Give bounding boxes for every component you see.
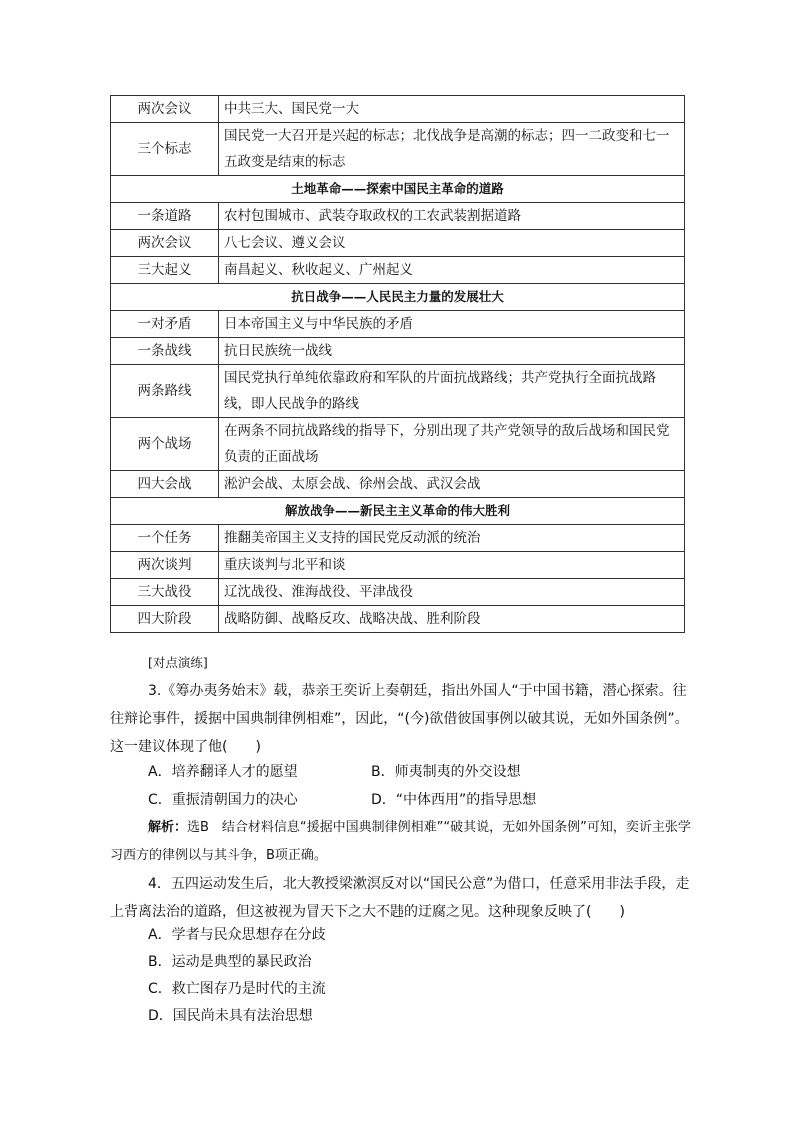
table-value-cell: 日本帝国主义与中华民族的矛盾 (219, 311, 685, 338)
question-4-option-d: D．国民尚未具有法治思想 (148, 1008, 313, 1024)
question-3-stem: 3.《筹办夷务始末》载，恭亲王奕䜣上奏朝廷，指出外国人“于中国书籍，潜心探索。往往辩论事件，援据中国典制律例相难”，因此，“(今)欲借彼国事例以破其说，无如外国条例”。这一建议体现了他( ) (110, 683, 689, 755)
table-section-header-row (111, 284, 685, 311)
table-section-header: 土地革命——探索中国民主革命的道路 (111, 176, 685, 203)
table-section-header-row (111, 498, 685, 525)
table-key-cell: 四大阶段 (111, 606, 219, 633)
table-key-cell: 三大起义 (111, 257, 219, 284)
table-key-cell: 两次谈判 (111, 552, 219, 579)
table-value-cell: 抗日民族统一战线 (219, 338, 685, 365)
table-key-cell: 四大会战 (111, 471, 219, 498)
summary-table (110, 95, 685, 633)
table-value-cell: 国民党一大召开是兴起的标志；北伐战争是高潮的标志；四一二政变和七一五政变是结束的标志 (219, 123, 685, 176)
question-4-stem: 4．五四运动发生后，北大教授梁漱溟反对以“国民公意”为借口，任意采用非法手段，走上背离法治的道路，但这被视为冒天下之大不韪的迂腐之见。这种现象反映了( ) (110, 876, 690, 920)
table-row (111, 338, 685, 365)
table-value-cell: 在两条不同抗战路线的指导下，分别出现了共产党领导的敌后战场和国民党负责的正面战场 (219, 418, 685, 471)
question-3-option-d: D．“中体西用”的指导思想 (371, 792, 537, 808)
question-3-option-b: B．师夷制夷的外交设想 (371, 764, 521, 780)
table-row (111, 418, 685, 471)
table-key-cell: 一条道路 (111, 203, 219, 230)
table-value-cell: 八七会议、遵义会议 (219, 230, 685, 257)
table-row (111, 311, 685, 338)
table-key-cell: 一个任务 (111, 525, 219, 552)
table-value-cell: 战略防御、战略反攻、战略决战、胜利阶段 (219, 606, 685, 633)
table-key-cell: 两条路线 (111, 365, 219, 418)
question-4-option-a: A．学者与民众思想存在分歧 (148, 927, 326, 943)
table-row (111, 365, 685, 418)
table-key-cell: 一条战线 (111, 338, 219, 365)
table-row (111, 471, 685, 498)
table-key-cell: 两次会议 (111, 230, 219, 257)
table-section-header: 抗日战争——人民民主力量的发展壮大 (111, 284, 685, 311)
question-3-option-a: A．培养翻译人才的愿望 (148, 764, 298, 780)
summary-table-body (111, 96, 685, 633)
question-4-option-c: C．救亡图存乃是时代的主流 (148, 981, 326, 997)
table-row (111, 552, 685, 579)
table-value-cell: 南昌起义、秋收起义、广州起义 (219, 257, 685, 284)
table-key-cell: 一对矛盾 (111, 311, 219, 338)
table-row (111, 606, 685, 633)
table-row (111, 525, 685, 552)
table-row (111, 230, 685, 257)
table-row (111, 203, 685, 230)
table-section-header-row (111, 176, 685, 203)
question-4-option-b: B．运动是典型的暴民政治 (148, 954, 312, 970)
table-row (111, 123, 685, 176)
table-key-cell: 两个战场 (111, 418, 219, 471)
table-value-cell: 中共三大、国民党一大 (219, 96, 685, 123)
table-row (111, 96, 685, 123)
table-key-cell: 两次会议 (111, 96, 219, 123)
table-value-cell: 重庆谈判与北平和谈 (219, 552, 685, 579)
table-row (111, 257, 685, 284)
table-value-cell: 辽沈战役、淮海战役、平津战役 (219, 579, 685, 606)
table-key-cell: 三大战役 (111, 579, 219, 606)
table-section-header: 解放战争——新民主主义革命的伟大胜利 (111, 498, 685, 525)
question-3-option-c: C．重振清朝国力的决心 (148, 792, 298, 808)
table-value-cell: 推翻美帝国主义支持的国民党反动派的统治 (219, 525, 685, 552)
table-value-cell: 淞沪会战、太原会战、徐州会战、武汉会战 (219, 471, 685, 498)
section-label: [对点演练] (148, 655, 208, 670)
table-row (111, 579, 685, 606)
table-key-cell: 三个标志 (111, 123, 219, 176)
table-value-cell: 农村包围城市、武装夺取政权的工农武装割据道路 (219, 203, 685, 230)
table-value-cell: 国民党执行单纯依靠政府和军队的片面抗战路线；共产党执行全面抗战路线，即人民战争的路线 (219, 365, 685, 418)
question-3-analysis: 解析：选B 结合材料信息“援据中国典制律例相难”“破其说，无如外国条例”可知，奕䜣主张学习西方的律例以与其斗争，B项正确。 (110, 820, 691, 863)
